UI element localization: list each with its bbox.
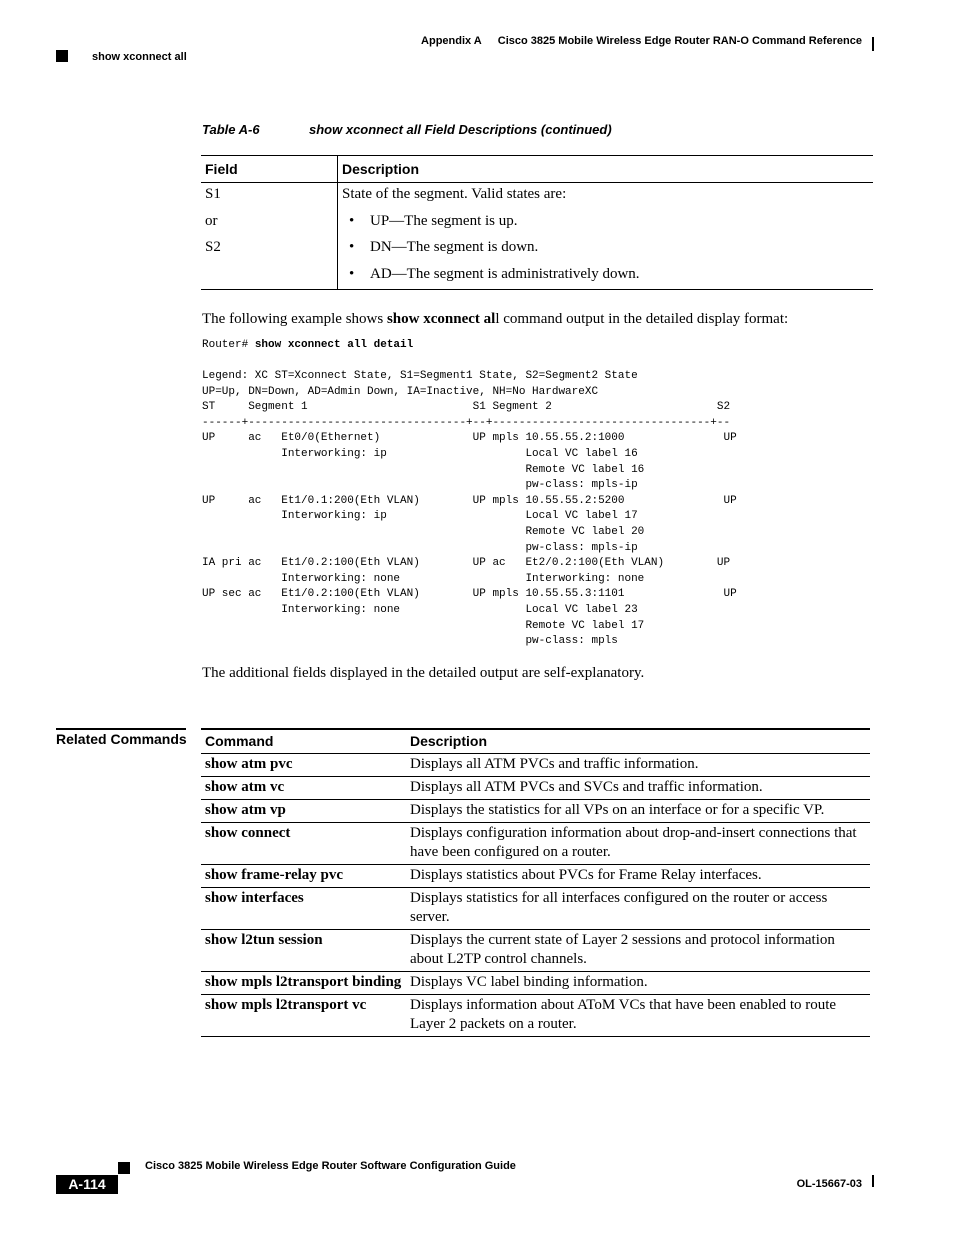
table-title: show xconnect all Field Descriptions (continued): [309, 122, 612, 137]
doc-title: Cisco 3825 Mobile Wireless Edge Router RAN-O Command Reference: [497, 35, 862, 47]
description-intro: State of the segment. Valid states are:: [342, 186, 567, 202]
command-cell: show mpls l2transport binding: [201, 972, 406, 995]
footer-guide-title: Cisco 3825 Mobile Wireless Edge Router Software Configuration Guide: [145, 1160, 516, 1172]
table-row: [201, 995, 870, 1037]
command-prompt: [202, 339, 413, 351]
command-cell: show atm pvc: [201, 754, 406, 777]
command-text: show xconnect all detail: [254, 339, 414, 351]
intro-text: The following example shows: [202, 311, 387, 327]
prompt-text: Router#: [202, 339, 255, 351]
field-descriptions-table: [201, 155, 873, 290]
description-cell: Displays all ATM PVCs and traffic information.: [406, 754, 870, 777]
description-cell: Displays information about AToM VCs that have been enabled to route Layer 2 packets on a router.: [406, 995, 870, 1037]
bullet-item: • AD—The segment is administratively down.: [342, 263, 869, 290]
command-cell: show l2tun session: [201, 930, 406, 972]
related-commands-table: [201, 728, 870, 1037]
description-cell: Displays all ATM PVCs and SVCs and traffic information.: [406, 777, 870, 800]
command-cell: show interfaces: [201, 888, 406, 930]
intro-text-end: l command output in the detailed display format:: [495, 311, 789, 327]
field-name: S2: [205, 239, 221, 255]
additional-note: The additional fields displayed in the detailed output are self-explanatory.: [202, 665, 645, 681]
description-cell: [338, 183, 874, 290]
table-caption: [202, 122, 612, 137]
description-cell: Displays the statistics for all VPs on an interface or for a specific VP.: [406, 800, 870, 823]
header-rule: [872, 37, 874, 51]
description-cell: Displays statistics for all interfaces configured on the router or access server.: [406, 888, 870, 930]
table-header-row: [201, 156, 873, 183]
column-header-description: Description: [338, 156, 874, 183]
field-name: or: [205, 212, 218, 229]
footer-marker: [118, 1162, 130, 1174]
bullet-item: • DN—The segment is down.: [342, 236, 869, 263]
table-row: [201, 972, 870, 995]
running-header: [421, 35, 862, 47]
table-row: [201, 800, 870, 823]
field-cell: [201, 183, 338, 290]
column-header-field: Field: [201, 156, 338, 183]
description-cell: Displays VC label binding information.: [406, 972, 870, 995]
example-intro: [202, 311, 788, 328]
command-cell: show mpls l2transport vc: [201, 995, 406, 1037]
table-row: [201, 888, 870, 930]
table-row: [201, 930, 870, 972]
table-row: [201, 183, 873, 290]
command-cell: show connect: [201, 823, 406, 865]
footer-rule: [872, 1175, 874, 1187]
field-name: S1: [205, 186, 221, 202]
table-row: [201, 777, 870, 800]
table-header-row: [201, 729, 870, 754]
bullet-item: • UP—The segment is up.: [342, 210, 869, 237]
table-row: [201, 754, 870, 777]
appendix-label: Appendix A: [421, 35, 482, 47]
table-row: [201, 865, 870, 888]
description-cell: Displays the current state of Layer 2 sessions and protocol information about L2TP control channels.: [406, 930, 870, 972]
table-label: Table A-6: [202, 122, 260, 137]
page-number: A-114: [56, 1175, 118, 1194]
command-cell: show frame-relay pvc: [201, 865, 406, 888]
related-label-rule: [56, 728, 186, 730]
description-cell: Displays configuration information about drop-and-insert connections that have been configured on a router.: [406, 823, 870, 865]
section-title: show xconnect all: [92, 51, 187, 63]
description-cell: Displays statistics about PVCs for Frame Relay interfaces.: [406, 865, 870, 888]
column-header-description: Description: [406, 729, 870, 754]
command-cell: show atm vp: [201, 800, 406, 823]
header-marker: [56, 50, 68, 62]
table-row: [201, 823, 870, 865]
doc-number: OL-15667-03: [796, 1178, 862, 1190]
related-commands-label: Related Commands: [56, 731, 187, 747]
command-output: Legend: XC ST=Xconnect State, S1=Segment1 State, S2=Segment2 State UP=Up, DN=Down, AD=Admin Down, IA=Inactive, NH=No HardwareXC ST Segment 1 S1 Segment 2 S2 ------+---------------------------------+--+---------------------------------+-- UP ac Et0/0(Ethernet) UP mpls 10.55.55.2:1000 UP Interworking: ip Local VC label 16 Remote VC label 16 pw-class: mpls-ip UP ac Et1/0.1:200(Eth VLAN) UP mpls 10.55.55.2:5200 UP Interworking: ip Local VC label 17 Remote VC label 20 pw-class: mpls-ip IA pri ac Et1/0.2:100(Eth VLAN) UP ac Et2/0.2:100(Eth VLAN) UP Interworking: none Interworking: none UP sec ac Et1/0.2:100(Eth VLAN) UP mpls 10.55.55.3:1101 UP Interworking: none Local VC label 23 Remote VC label 17 pw-class: mpls: [202, 370, 737, 648]
command-cell: show atm vc: [201, 777, 406, 800]
column-header-command: Command: [201, 729, 406, 754]
intro-command: show xconnect al: [386, 311, 496, 327]
